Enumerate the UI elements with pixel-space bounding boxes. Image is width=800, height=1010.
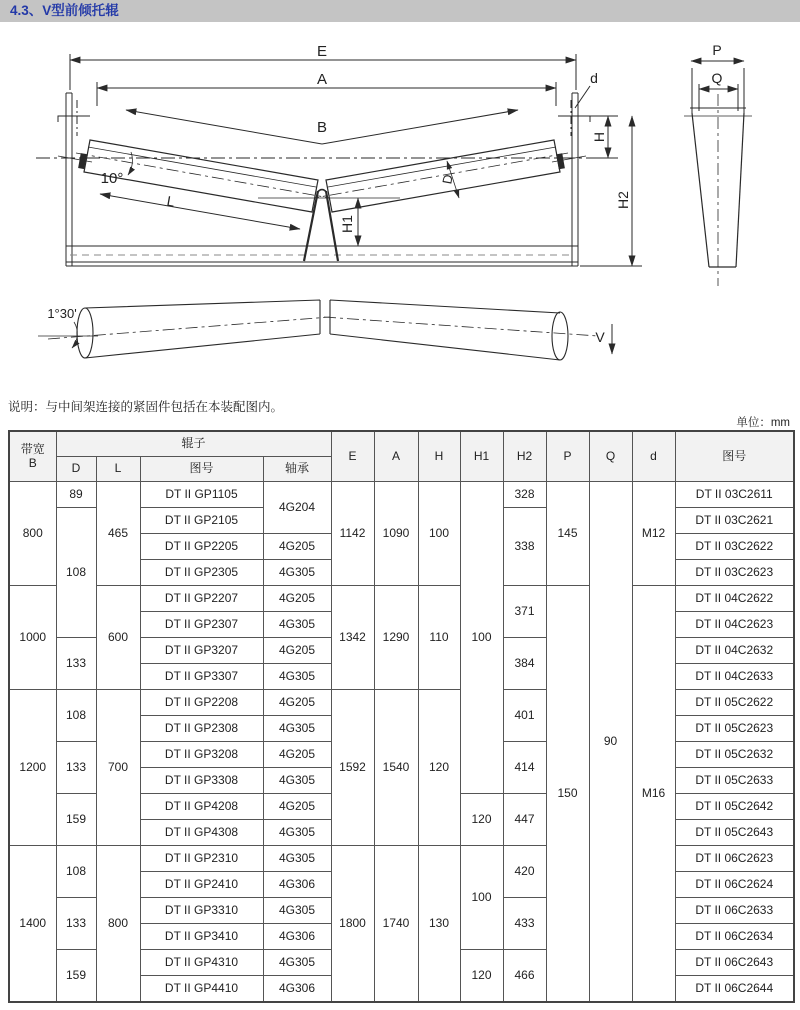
dim-label-l: L: [165, 192, 177, 210]
table-cell: 150: [546, 586, 589, 1003]
table-cell: 371: [503, 586, 546, 638]
table-cell: 89: [56, 482, 96, 508]
table-cell: 1400: [9, 846, 56, 1003]
dim-label-p: P: [712, 42, 722, 58]
table-cell: DT II GP2105: [140, 508, 263, 534]
table-cell: 700: [96, 690, 140, 846]
table-cell: DT II 06C2624: [675, 872, 794, 898]
dim-label-roller-d: D: [439, 173, 456, 186]
table-cell: 800: [96, 846, 140, 1003]
side-view: [684, 42, 752, 286]
table-cell: 4G306: [263, 924, 331, 950]
table-cell: 1000: [9, 586, 56, 690]
table-cell: DT II GP3308: [140, 768, 263, 794]
table-cell: 1290: [374, 586, 418, 690]
table-cell: DT II GP4310: [140, 950, 263, 976]
table-cell: 4G205: [263, 690, 331, 716]
table-cell: DT II 03C2611: [675, 482, 794, 508]
left-roller: [58, 140, 330, 212]
table-cell: 4G306: [263, 976, 331, 1003]
table-cell: 800: [9, 482, 56, 586]
table-cell: 414: [503, 742, 546, 794]
table-cell: DT II 04C2632: [675, 638, 794, 664]
dim-label-h1: H1: [339, 215, 355, 233]
table-cell: 401: [503, 690, 546, 742]
note-text: 说明：与中间架连接的紧固件包括在本装配图内。: [8, 400, 284, 414]
table-cell: 108: [56, 508, 96, 638]
table-cell: DT II GP2410: [140, 872, 263, 898]
table-cell: DT II 05C2622: [675, 690, 794, 716]
table-cell: 328: [503, 482, 546, 508]
header-cell: H2: [503, 431, 546, 482]
header-cell: L: [96, 457, 140, 482]
table-cell: 600: [96, 586, 140, 690]
technical-drawing: [0, 28, 800, 394]
table-cell: DT II 04C2633: [675, 664, 794, 690]
table-cell: 1142: [331, 482, 374, 586]
dim-label-h: H: [591, 131, 607, 143]
header-cell: E: [331, 431, 374, 482]
table-cell: 4G305: [263, 768, 331, 794]
section-title: 4.3、V型前倾托辊: [10, 3, 119, 18]
table-cell: 433: [503, 898, 546, 950]
header-cell: 辊子: [56, 431, 331, 457]
table-cell: DT II GP2305: [140, 560, 263, 586]
table-cell: DT II GP3310: [140, 898, 263, 924]
dim-P: [691, 42, 744, 61]
header-cell: d: [632, 431, 675, 482]
table-cell: 4G305: [263, 898, 331, 924]
header-cell: A: [374, 431, 418, 482]
belt-direction-label: V: [595, 329, 605, 345]
table-cell: DT II GP3208: [140, 742, 263, 768]
header-cell: P: [546, 431, 589, 482]
header-cell: 图号: [140, 457, 263, 482]
center-support: [304, 190, 338, 261]
table-cell: 4G305: [263, 820, 331, 846]
table-cell: DT II GP4208: [140, 794, 263, 820]
table-cell: 4G205: [263, 586, 331, 612]
table-cell: 4G204: [263, 482, 331, 534]
table-cell: 100: [460, 482, 503, 794]
table-cell: DT II 05C2632: [675, 742, 794, 768]
table-cell: DT II 03C2621: [675, 508, 794, 534]
table-cell: 4G305: [263, 950, 331, 976]
table-cell: 120: [460, 794, 503, 846]
table-cell: DT II 05C2633: [675, 768, 794, 794]
table-cell: DT II 03C2623: [675, 560, 794, 586]
table-cell: DT II GP4308: [140, 820, 263, 846]
table-cell: 465: [96, 482, 140, 586]
dim-label-e: E: [316, 43, 328, 60]
table-cell: 1090: [374, 482, 418, 586]
table-cell: DT II 04C2622: [675, 586, 794, 612]
table-cell: 1740: [374, 846, 418, 1003]
table-cell: 108: [56, 846, 96, 898]
table-cell: DT II 06C2623: [675, 846, 794, 872]
table-cell: 4G306: [263, 872, 331, 898]
plan-view: [38, 300, 612, 360]
table-cell: 130: [418, 846, 460, 1003]
table-cell: 4G305: [263, 664, 331, 690]
table-row: [9, 482, 794, 508]
table-cell: 4G205: [263, 638, 331, 664]
table-cell: DT II GP2205: [140, 534, 263, 560]
dim-A: [97, 71, 556, 106]
table-cell: DT II GP4410: [140, 976, 263, 1003]
table-row: [9, 586, 794, 612]
header-cell: 轴承: [263, 457, 331, 482]
table-cell: 133: [56, 898, 96, 950]
table-cell: DT II GP2307: [140, 612, 263, 638]
table-cell: DT II GP2310: [140, 846, 263, 872]
table-cell: 90: [589, 482, 632, 1003]
table-cell: DT II 03C2622: [675, 534, 794, 560]
dim-label-d: d: [590, 70, 598, 86]
table-cell: DT II GP3410: [140, 924, 263, 950]
header-cell: D: [56, 457, 96, 482]
table-cell: DT II 06C2633: [675, 898, 794, 924]
dim-Q: [699, 70, 738, 111]
dim-d: [575, 70, 598, 108]
dim-label-b: B: [316, 119, 328, 136]
dim-H: [582, 116, 618, 158]
table-cell: 4G305: [263, 846, 331, 872]
angle-label-front: 10°: [100, 170, 124, 187]
table-cell: M16: [632, 586, 675, 1003]
front-view: [36, 43, 642, 266]
header-cell: 图号: [675, 431, 794, 482]
table-cell: 4G205: [263, 742, 331, 768]
table-cell: 159: [56, 950, 96, 1003]
dim-label-h2: H2: [615, 191, 631, 209]
table-cell: 4G305: [263, 612, 331, 638]
table-cell: DT II GP2207: [140, 586, 263, 612]
header-cell: Q: [589, 431, 632, 482]
table-cell: DT II GP1105: [140, 482, 263, 508]
dim-H2: [580, 116, 642, 266]
header-cell: H: [418, 431, 460, 482]
dim-label-q: Q: [711, 70, 723, 86]
table-cell: 1342: [331, 586, 374, 690]
angle-10deg: [101, 152, 133, 187]
plan-right-roller: [324, 300, 598, 360]
dim-B: [126, 110, 518, 144]
table-cell: 466: [503, 950, 546, 1003]
table-cell: 100: [418, 482, 460, 586]
table-cell: DT II 05C2623: [675, 716, 794, 742]
table-cell: DT II 06C2643: [675, 950, 794, 976]
header-cell: 带宽 B: [9, 431, 56, 482]
plan-left-roller: [48, 300, 330, 358]
table-cell: 1592: [331, 690, 374, 846]
belt-direction: [595, 324, 612, 354]
table-cell: DT II GP2308: [140, 716, 263, 742]
table-cell: 1540: [374, 690, 418, 846]
dim-label-a: A: [316, 71, 328, 88]
table-cell: 4G305: [263, 560, 331, 586]
table-cell: 338: [503, 508, 546, 586]
table-cell: DT II 04C2623: [675, 612, 794, 638]
table-cell: 110: [418, 586, 460, 690]
table-cell: DT II 05C2643: [675, 820, 794, 846]
table-row: [9, 846, 794, 872]
table-cell: 145: [546, 482, 589, 586]
table-cell: 120: [460, 950, 503, 1003]
table-cell: 133: [56, 638, 96, 690]
table-cell: 159: [56, 794, 96, 846]
table-cell: 120: [418, 690, 460, 846]
table-cell: 384: [503, 638, 546, 690]
table-cell: 4G205: [263, 534, 331, 560]
table-cell: 100: [460, 846, 503, 950]
section-title-bar: [0, 0, 800, 22]
table-cell: 4G305: [263, 716, 331, 742]
unit-label: 单位：mm: [736, 417, 790, 429]
table-row: [9, 431, 794, 457]
table-cell: 133: [56, 742, 96, 794]
header-cell: H1: [460, 431, 503, 482]
table-cell: 1200: [9, 690, 56, 846]
table-cell: DT II GP3307: [140, 664, 263, 690]
angle-label-plan: 1°30': [47, 306, 77, 321]
table-cell: DT II GP2208: [140, 690, 263, 716]
table-cell: DT II GP3207: [140, 638, 263, 664]
table-cell: 447: [503, 794, 546, 846]
table-cell: 108: [56, 690, 96, 742]
table-cell: 420: [503, 846, 546, 898]
table-row: [9, 690, 794, 716]
table-cell: DT II 05C2642: [675, 794, 794, 820]
table-cell: M12: [632, 482, 675, 586]
table-cell: 1800: [331, 846, 374, 1003]
table-cell: DT II 06C2644: [675, 976, 794, 1003]
spec-table: [8, 430, 795, 1003]
table-cell: DT II 06C2634: [675, 924, 794, 950]
table-cell: 4G205: [263, 794, 331, 820]
